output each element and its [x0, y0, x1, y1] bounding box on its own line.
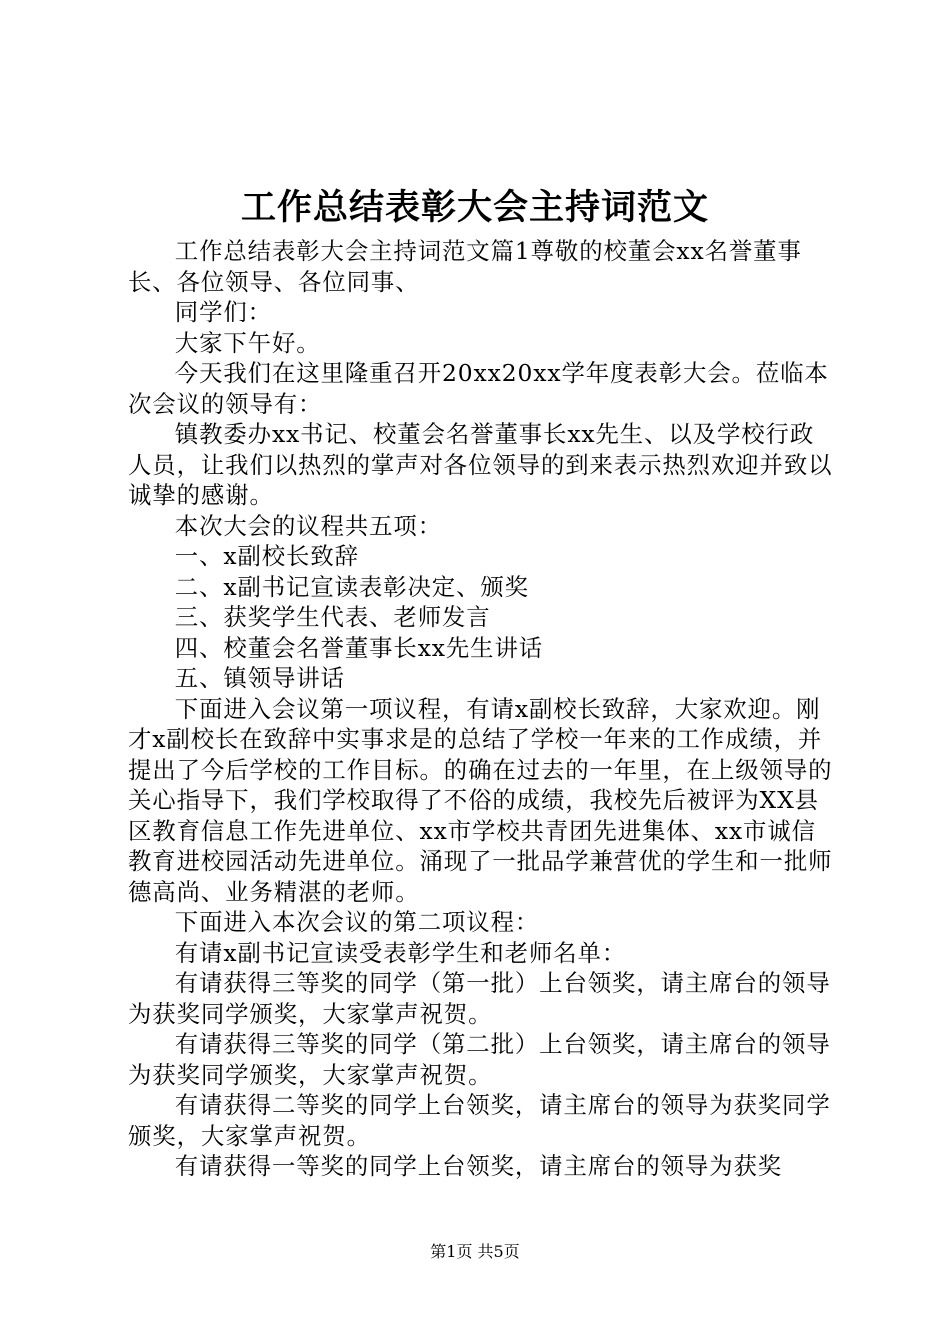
paragraph: 下面进入会议第一项议程，有请x副校长致辞，大家欢迎。刚才x副校长在致辞中实事求是的总结了学校一年来的工作成绩，并提出了今后学校的工作目标。的确在过去的一年里，在上级领导的关心指导下，我们学校取得了不俗的成绩，我校先后被评为XX县区教育信息工作先进单位、xx市学校共青团先进集体、xx市诚信教育进校园活动先进单位。涌现了一批品学兼营优的学生和一批师德高尚、业务精湛的老师。 [128, 694, 833, 906]
paragraph: 五、镇领导讲话 [174, 664, 345, 692]
document-body [128, 206, 834, 1182]
paragraph: 有请获得二等奖的同学上台领奖，请主席台的领导为获奖同学颁奖，大家掌声祝贺。 [128, 1091, 831, 1150]
paragraph: 大家下午好。 [174, 328, 321, 357]
paragraph: 同学们： [174, 298, 272, 326]
paragraph: 镇教委办xx书记、校董会名誉董事长xx先生、以及学校行政人员，让我们以热烈的掌声对各位领导的到来表示热烈欢迎并致以诚挚的感谢。 [128, 420, 833, 509]
paragraph: 一、x副校长致辞 [174, 542, 359, 570]
paragraph: 有请获得一等奖的同学上台领奖，请主席台的领导为获奖 [174, 1152, 783, 1180]
paragraph: 有请获得三等奖的同学（第一批）上台领奖，请主席台的领导为获奖同学颁奖，大家掌声祝贺。 [128, 969, 831, 1028]
paragraph: 有请x副书记宣读受表彰学生和老师名单： [174, 938, 627, 967]
paragraph: 下面进入本次会议的第二项议程： [174, 908, 540, 936]
paragraph: 有请获得三等奖的同学（第二批）上台领奖，请主席台的领导为获奖同学颁奖，大家掌声祝贺。 [128, 1030, 831, 1089]
paragraph: 工作总结表彰大会主持词范文篇1尊敬的校董会xx名誉董事长、各位领导、各位同事、 [128, 237, 802, 296]
document-title: 工作总结表彰大会主持词范文 [240, 187, 709, 228]
paragraph: 三、获奖学生代表、老师发言 [174, 603, 491, 631]
page-number-footer: 第1页 共5页 [430, 1242, 520, 1261]
paragraph: 本次大会的议程共五项： [174, 511, 442, 540]
paragraph: 二、x副书记宣读表彰决定、颁奖 [174, 572, 529, 601]
paragraph: 今天我们在这里隆重召开20xx20xx学年度表彰大会。莅临本次会议的领导有： [128, 359, 829, 418]
paragraph: 四、校董会名誉董事长xx先生讲话 [174, 633, 544, 662]
